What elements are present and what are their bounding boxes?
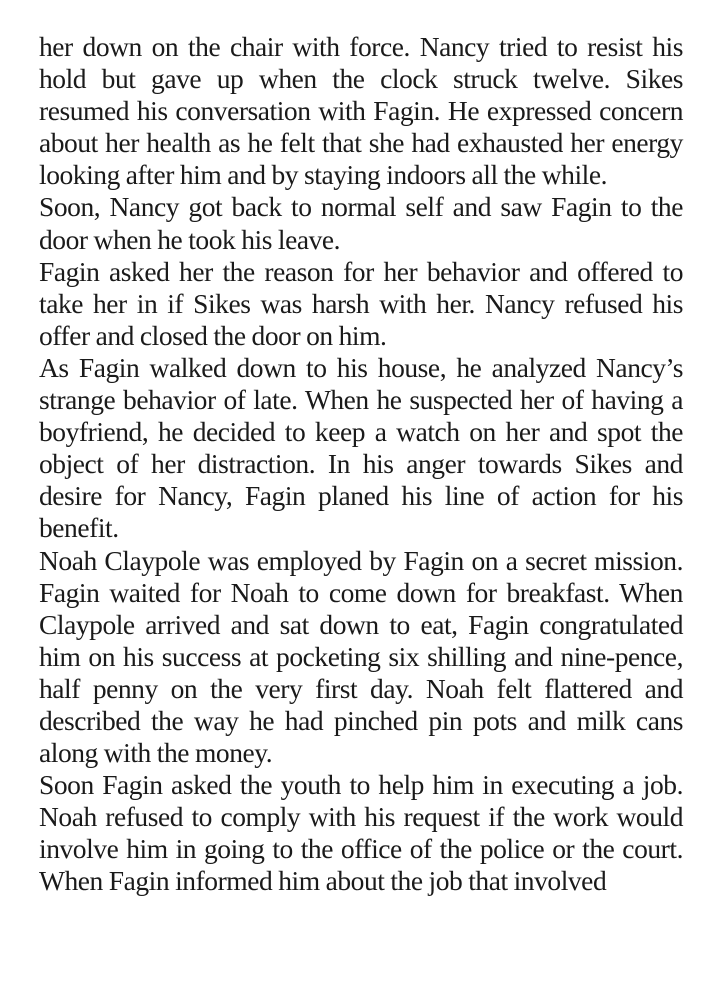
paragraph-2: Soon, Nancy got back to normal self and saw Fagin to the door when he took his leave. — [39, 191, 683, 255]
paragraph-4: As Fagin walked down to his house, he analyzed Nancy’s strange behavior of late. When he suspected her of having a boyfriend, he decided to keep a watch on her and spot the object of her distraction. In his anger towards Sikes and desire for Nancy, Fagin planed his line of action for his benefit. — [39, 351, 683, 544]
paragraph-6: Soon Fagin asked the youth to help him in executing a job. Noah refused to comply with his request if the work would involve him in going to the office of the police or the court. When Fagin informed him about the job that involved — [39, 769, 683, 897]
paragraph-1: her down on the chair with force. Nancy tried to resist his hold but gave up when the clock struck twelve. Sikes resumed his conversation with Fagin. He expressed concern about her health as he felt that she had exhausted her energy looking after him and by staying indoors all the while. — [39, 31, 683, 191]
paragraph-3: Fagin asked her the reason for her behavior and offered to take her in if Sikes was harsh with her. Nancy refused his offer and closed the door on him. — [39, 255, 683, 351]
paragraph-5: Noah Claypole was employed by Fagin on a secret mission. Fagin waited for Noah to come down for breakfast. When Claypole arrived and sat down to eat, Fagin congratulated him on his success at pocketing six shilling and nine-pence, half penny on the very first day. Noah felt flattered and described the way he had pinched pin pots and milk cans along with the money. — [39, 544, 683, 769]
document-page — [39, 31, 683, 898]
